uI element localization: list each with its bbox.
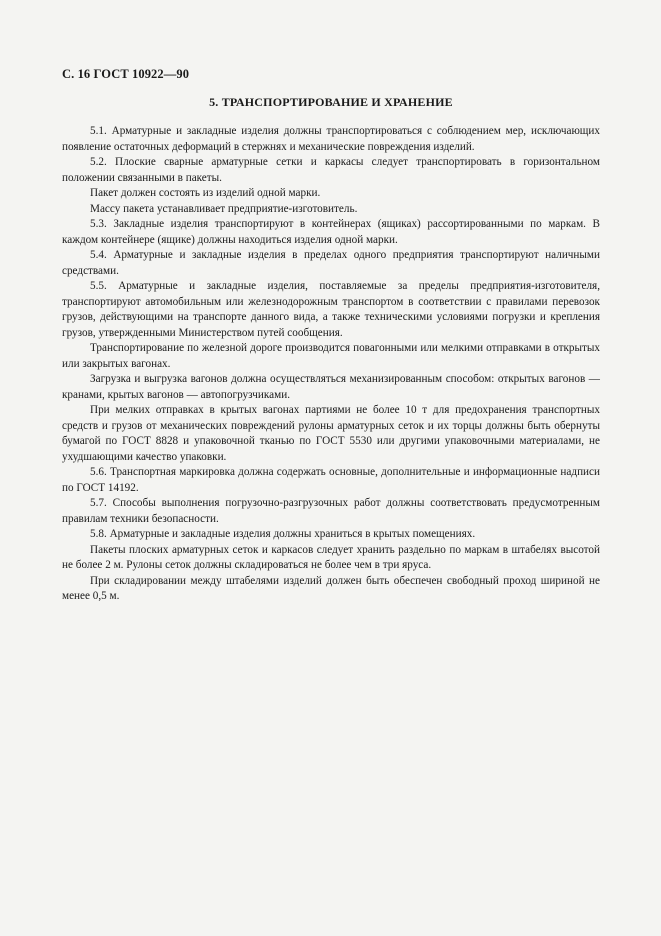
paragraph-5-1: 5.1. Арматурные и закладные изделия должны транспортироваться с соблюдением мер, исключающих появление остаточных деформаций в стержнях и механические повреждения изделий. (62, 125, 600, 153)
paragraph-small-shipments: При мелких отправках в крытых вагонах партиями не более 10 т для предохранения транспортных средств и грузов от механических повреждений рулоны арматурных сеток и их торцы должны быть обернуты бумагой по ГОСТ 8828 и упаковочной тканью по ГОСТ 5530 или другими упаковочными материалами, не ухудшающими качество упаковки. (62, 404, 600, 463)
section-title: 5. ТРАНСПОРТИРОВАНИЕ И ХРАНЕНИЕ (209, 95, 453, 109)
paragraph-loading: Загрузка и выгрузка вагонов должна осуществляться механизированным способом: открытых вагонов — кранами, крытых вагонов — автопогрузчиками. (62, 373, 600, 401)
paragraph-5-8: 5.8. Арматурные и закладные изделия должны храниться в крытых помещениях. (90, 528, 476, 540)
paragraph-5-7: 5.7. Способы выполнения погрузочно-разгрузочных работ должны соответствовать предусмотренным правилам техники безопасности. (62, 497, 600, 525)
paragraph-package-mass: Массу пакета устанавливает предприятие-изготовитель. (90, 202, 358, 215)
paragraph-5-4: 5.4. Арматурные и закладные изделия в пределах одного предприятия транспортируют наличными средствами. (62, 249, 600, 277)
paragraph-package-grade: Пакет должен состоять из изделий одной марки. (90, 187, 321, 199)
paragraph-rail-transport: Транспортирование по железной дороге производится повагонными или мелкими отправками в открытых или закрытых вагонах. (62, 342, 600, 370)
paragraph-5-2: 5.2. Плоские сварные арматурные сетки и каркасы следует транспортировать в горизонтальном положении связанными в пакеты. (62, 156, 600, 184)
paragraph-5-6: 5.6. Транспортная маркировка должна содержать основные, дополнительные и информационные надписи по ГОСТ 14192. (62, 466, 600, 494)
paragraph-5-5: 5.5. Арматурные и закладные изделия, поставляемые за пределы предприятия-изготовителя, транспортируют автомобильным или железнодорожным транспортом в соответствии с правилами перевозок грузов, действующими на транспорте данного вида, а также техническими условиями погрузки и крепления грузов, утвержденными Министерством путей сообщения. (62, 280, 600, 339)
section-body (62, 124, 600, 605)
paragraph-stacking: Пакеты плоских арматурных сеток и каркасов следует хранить раздельно по маркам в штабелях высотой не более 2 м. Рулоны сеток должны складироваться не более чем в три яруса. (62, 543, 600, 571)
paragraph-5-3: 5.3. Закладные изделия транспортируют в контейнерах (ящиках) рассортированными по маркам. В каждом контейнере (ящике) должны находиться изделия одной марки. (62, 218, 600, 246)
paragraph-passage: При складировании между штабелями изделий должен быть обеспечен свободный проход шириной не менее 0,5 м. (62, 574, 600, 602)
page-header: С. 16 ГОСТ 10922—90 (62, 67, 190, 81)
